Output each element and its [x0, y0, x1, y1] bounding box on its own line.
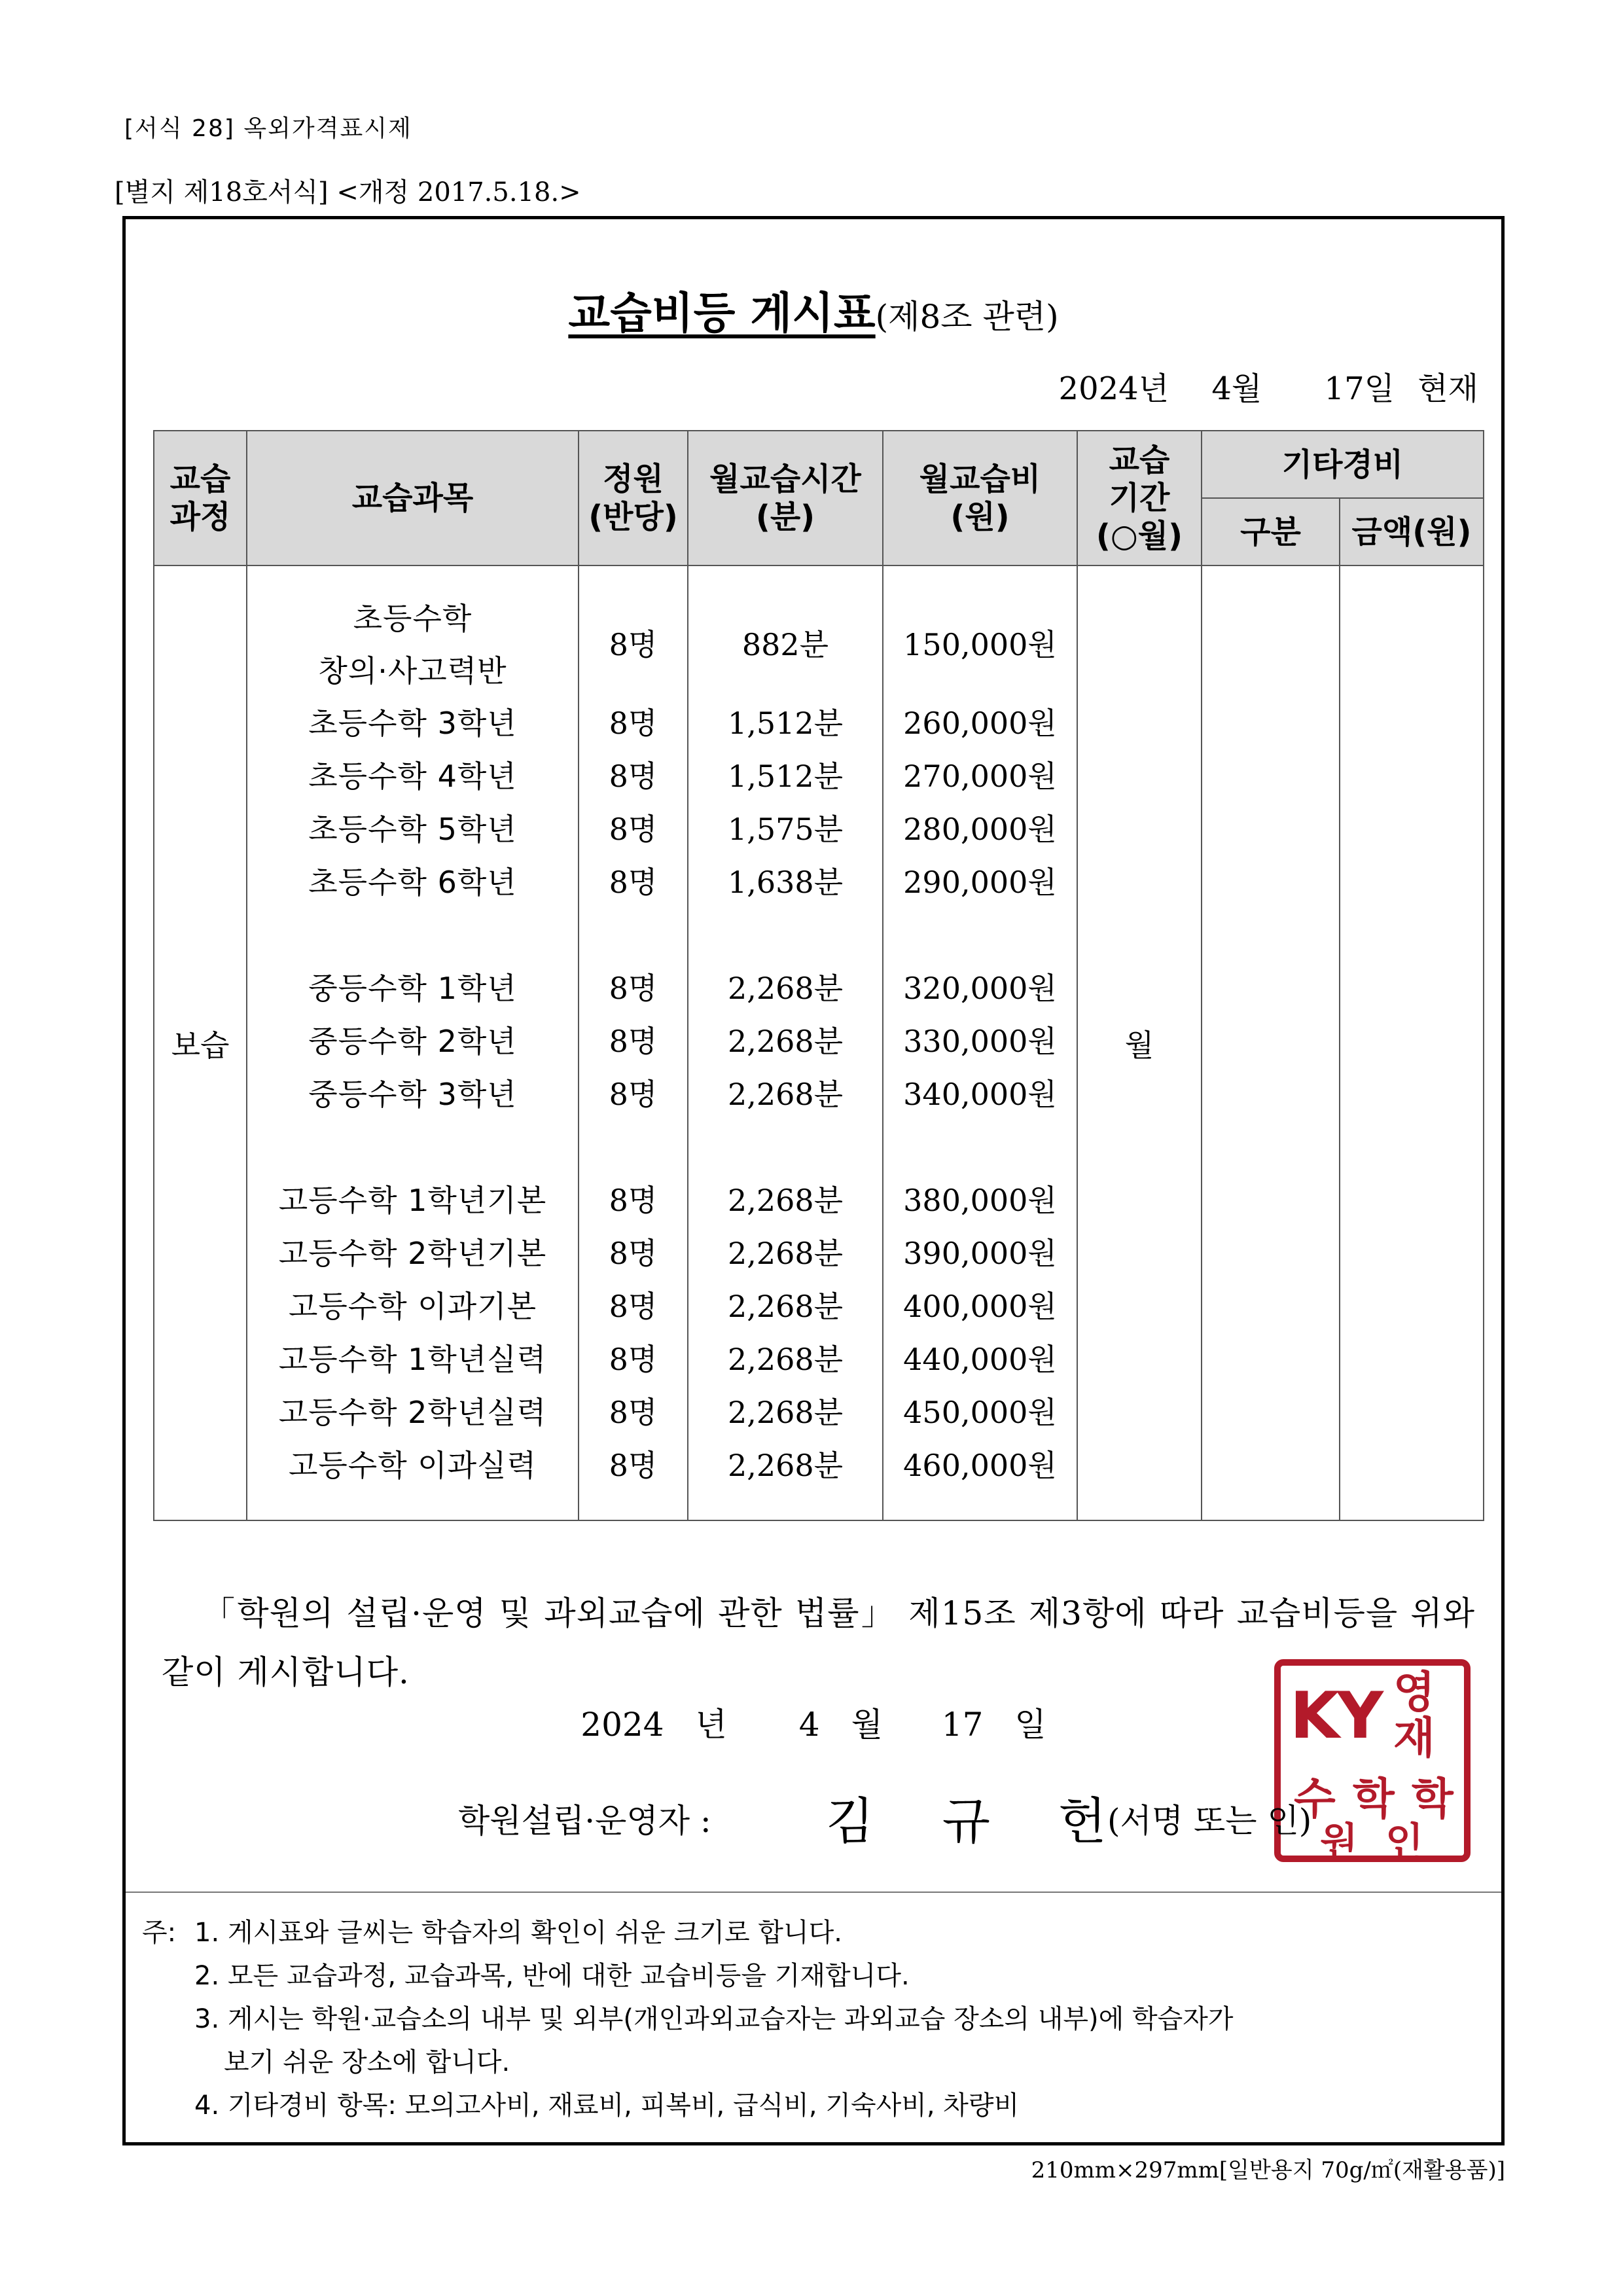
notes-label: 주: [142, 1918, 177, 1948]
signer-label: 학원설립·운영자 : [458, 1802, 711, 1840]
header-other-expenses: 기타경비 [1202, 431, 1484, 498]
notice-frame [122, 216, 1505, 2145]
seal-glyph: 영 재 [1393, 1667, 1435, 1763]
table-body-row [154, 565, 1484, 1520]
capacity-cell: 8명 [609, 1342, 658, 1377]
header-monthly-fee: 월교습비 (원) [883, 431, 1077, 565]
subject-cell: 초등수학 [353, 601, 473, 636]
fee-cell: 380,000원 [903, 1183, 1057, 1218]
fee-cell: 150,000원 [903, 627, 1057, 662]
subject-cell: 중등수학 2학년 [308, 1024, 517, 1059]
hours-cell: 2,268분 [727, 1342, 844, 1377]
note-item: 4. 기타경비 항목: 모의고사비, 재료비, 피복비, 급식비, 기숙사비, 차량비 [194, 2090, 1020, 2121]
capacity-cell: 8명 [609, 1077, 658, 1112]
hours-cell: 2,268분 [727, 1448, 844, 1483]
signer-name: 김 규 헌 [826, 1792, 1133, 1850]
hours-cell: 1,512분 [727, 759, 844, 794]
header-course: 교습 과정 [154, 431, 247, 565]
seal-glyph: 인 [1385, 1820, 1423, 1865]
hours-cell: 882분 [741, 627, 829, 662]
title-note: (제8조 관련) [875, 298, 1059, 336]
hours-cell: 2,268분 [727, 1289, 844, 1324]
capacity-cell: 8명 [609, 706, 658, 741]
notes-divider [126, 1892, 1501, 1893]
fee-column [883, 565, 1077, 1520]
fee-cell: 450,000원 [903, 1395, 1057, 1430]
header-amount: 금액(원) [1340, 498, 1484, 565]
fee-cell: 330,000원 [903, 1024, 1057, 1059]
capacity-cell: 8명 [609, 1448, 658, 1483]
capacity-cell: 8명 [609, 865, 658, 900]
hours-cell: 2,268분 [727, 971, 844, 1006]
hours-cell: 2,268분 [727, 1183, 844, 1218]
hours-cell: 2,268분 [727, 1236, 844, 1271]
period-cell: 월 [1077, 565, 1202, 1520]
subject-cell: 초등수학 4학년 [308, 759, 517, 794]
seal-glyph: KY [1290, 1679, 1381, 1753]
subject-cell: 초등수학 6학년 [308, 865, 517, 900]
as-of-month: 4월 [1211, 370, 1262, 407]
capacity-cell: 8명 [609, 1395, 658, 1430]
hours-cell: 1,512분 [727, 706, 844, 741]
subject-cell: 중등수학 1학년 [308, 971, 517, 1006]
hours-cell: 2,268분 [727, 1024, 844, 1059]
as-of-date [1026, 363, 1478, 408]
seal-glyph: 학 [1412, 1774, 1454, 1824]
capacity-cell: 8명 [609, 1024, 658, 1059]
course-cell: 보습 [154, 565, 247, 1520]
note-item: 2. 모든 교습과정, 교습과목, 반에 대한 교습비등을 기재합니다. [194, 1961, 910, 1991]
seal-glyph: 원 [1320, 1820, 1358, 1865]
notes-section [142, 1911, 1234, 2127]
subject-cell: 중등수학 3학년 [308, 1077, 517, 1112]
paper-spec: 210mm×297mm[일반용지 70g/㎡(재활용품)] [1031, 2157, 1505, 2183]
capacity-cell: 8명 [609, 1183, 658, 1218]
sign-year: 2024 [580, 1706, 664, 1744]
subject-cell: 고등수학 1학년실력 [278, 1342, 547, 1377]
fee-cell: 440,000원 [903, 1342, 1057, 1377]
as-of-day: 17일 [1324, 370, 1395, 407]
subject-cell: 초등수학 5학년 [308, 812, 517, 847]
title-main: 교습비등 게시표 [568, 288, 876, 338]
fee-cell: 460,000원 [903, 1448, 1057, 1483]
sign-month: 4 [798, 1706, 820, 1744]
capacity-cell: 8명 [609, 1236, 658, 1271]
as-of-year: 2024년 [1058, 370, 1169, 407]
capacity-cell: 8명 [609, 627, 658, 662]
hours-cell: 2,268분 [727, 1077, 844, 1112]
seal-glyph: 학 [1353, 1774, 1395, 1824]
note-item: 보기 쉬운 장소에 합니다. [224, 2047, 510, 2077]
subject-cell: 고등수학 이과기본 [288, 1289, 537, 1324]
hours-cell: 1,638분 [727, 865, 844, 900]
form-number: [서식 28] 옥외가격표시제 [124, 115, 412, 142]
seal-glyph: 수 [1294, 1774, 1336, 1824]
fee-cell: 260,000원 [903, 706, 1057, 741]
sign-day: 17 [941, 1706, 984, 1744]
page-title [126, 278, 1501, 340]
fee-cell: 390,000원 [903, 1236, 1057, 1271]
header-category: 구분 [1202, 498, 1340, 565]
header-subject: 교습과목 [247, 431, 579, 565]
capacity-column [579, 565, 688, 1520]
as-of-suffix: 현재 [1418, 370, 1478, 407]
other-amount-cell [1340, 565, 1484, 1520]
header-monthly-hours: 월교습시간 (분) [688, 431, 883, 565]
legal-statement: 「학원의 설립·운영 및 과외교습에 관한 법률」 제15조 제3항에 따라 교습비등을 위와 같이 게시합니다. [162, 1594, 1475, 1691]
capacity-cell: 8명 [609, 759, 658, 794]
fee-cell: 290,000원 [903, 865, 1057, 900]
sign-day-unit: 일 [1014, 1706, 1046, 1744]
header-period: 교습 기간 (○월) [1077, 431, 1202, 565]
subject-column [247, 565, 579, 1520]
other-category-cell [1202, 565, 1340, 1520]
hours-cell: 1,575분 [727, 812, 844, 847]
fee-cell: 340,000원 [903, 1077, 1057, 1112]
subject-cell: 고등수학 2학년기본 [278, 1236, 547, 1271]
hours-column [688, 565, 883, 1520]
subject-cell: 창의·사고력반 [318, 653, 507, 689]
fee-table [153, 430, 1484, 1521]
sign-year-unit: 년 [695, 1706, 727, 1744]
subject-cell: 고등수학 1학년기본 [278, 1183, 547, 1218]
fee-cell: 270,000원 [903, 759, 1057, 794]
header-capacity: 정원 (반당) [579, 431, 688, 565]
capacity-cell: 8명 [609, 812, 658, 847]
annex-label: [별지 제18호서식] <개정 2017.5.18.> [115, 177, 581, 207]
note-item: 주: 1. 게시표와 글씨는 학습자의 확인이 쉬운 크기로 합니다. [142, 1911, 1234, 1954]
fee-cell: 280,000원 [903, 812, 1057, 847]
subject-cell: 초등수학 3학년 [308, 706, 517, 741]
subject-cell: 고등수학 이과실력 [288, 1448, 537, 1483]
hours-cell: 2,268분 [727, 1395, 844, 1430]
capacity-cell: 8명 [609, 1289, 658, 1324]
capacity-cell: 8명 [609, 971, 658, 1006]
fee-cell: 320,000원 [903, 971, 1057, 1006]
fee-cell: 400,000원 [903, 1289, 1057, 1324]
note-item: 3. 게시는 학원·교습소의 내부 및 외부(개인과외교습자는 과외교습 장소의 내부)에 학습자가 [194, 2004, 1234, 2034]
subject-cell: 고등수학 2학년실력 [278, 1395, 547, 1430]
signer-note: (서명 또는 인) [1107, 1802, 1312, 1840]
sign-month-unit: 월 [851, 1706, 883, 1744]
